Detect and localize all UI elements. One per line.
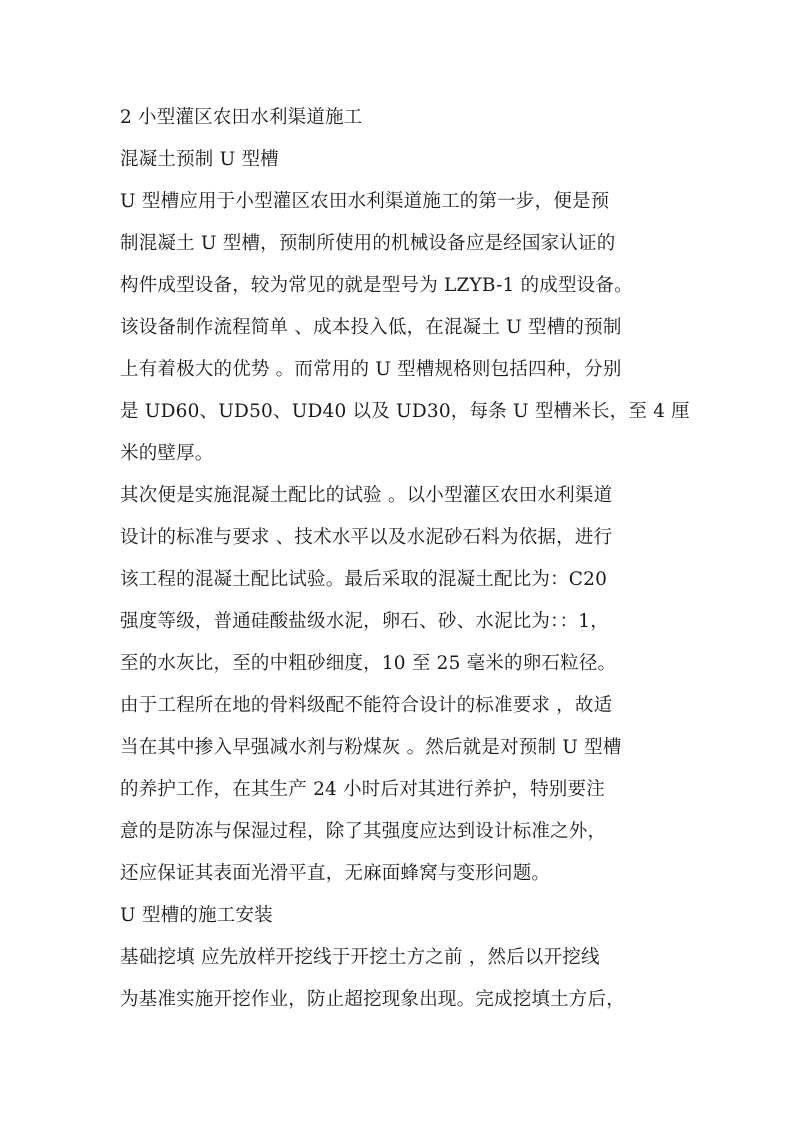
paragraph-line: 为基准实施开挖作业，防止超挖现象出现。完成挖填土方后，	[120, 989, 625, 1010]
paragraph-line: 构件成型设备，较为常见的就是型号为 LZYB-1 的成型设备。	[120, 275, 633, 296]
paragraph-line: 制混凝土 U 型槽，预制所使用的机械设备应是经国家认证的	[120, 233, 616, 254]
paragraph-line: 的养护工作，在其生产 24 小时后对其进行养护，特别要注	[120, 779, 605, 800]
subsection-heading: 混凝土预制 U 型槽	[120, 149, 279, 170]
paragraph-line: 是 UD60、UD50、UD40 以及 UD30，每条 U 型槽米长，至 4 厘	[120, 401, 690, 422]
paragraph-line: 由于工程所在地的骨料级配不能符合设计的标准要求 ，故适	[120, 695, 613, 716]
paragraph-line: U 型槽应用于小型灌区农田水利渠道施工的第一步，便是预	[120, 191, 610, 212]
paragraph-line: 该设备制作流程简单 、成本投入低，在混凝土 U 型槽的预制	[120, 317, 622, 338]
paragraph-line: 设计的标准与要求 、技术水平以及水泥砂石料为依据，进行	[120, 527, 613, 548]
paragraph-line: 基础挖填 应先放样开挖线于开挖土方之前 ，然后以开挖线	[120, 947, 600, 968]
paragraph-line: 该工程的混凝土配比试验。最后采取的混凝土配比为：C20	[120, 569, 608, 590]
paragraph-line: 上有着极大的优势 。而常用的 U 型槽规格则包括四种，分别	[120, 359, 622, 380]
subsection-heading: U 型槽的施工安装	[120, 905, 273, 926]
section-heading: 2 小型灌区农田水利渠道施工	[120, 107, 363, 128]
paragraph-line: 强度等级，普通硅酸盐级水泥，卵石、砂、水泥比为：：1，	[120, 611, 609, 632]
paragraph-line: 至的水灰比，至的中粗砂细度，10 至 25 毫米的卵石粒径。	[120, 653, 617, 674]
paragraph-line: 米的壁厚。	[120, 443, 214, 464]
paragraph-line: 还应保证其表面光滑平直，无麻面蜂窝与变形问题。	[120, 863, 551, 884]
paragraph-line: 当在其中掺入早强减水剂与粉煤灰 。然后就是对预制 U 型槽	[120, 737, 622, 758]
paragraph-line: 意的是防冻与保湿过程，除了其强度应达到设计标准之外，	[120, 821, 607, 842]
paragraph-line: 其次便是实施混凝土配比的试验 。以小型灌区农田水利渠道	[120, 485, 613, 506]
